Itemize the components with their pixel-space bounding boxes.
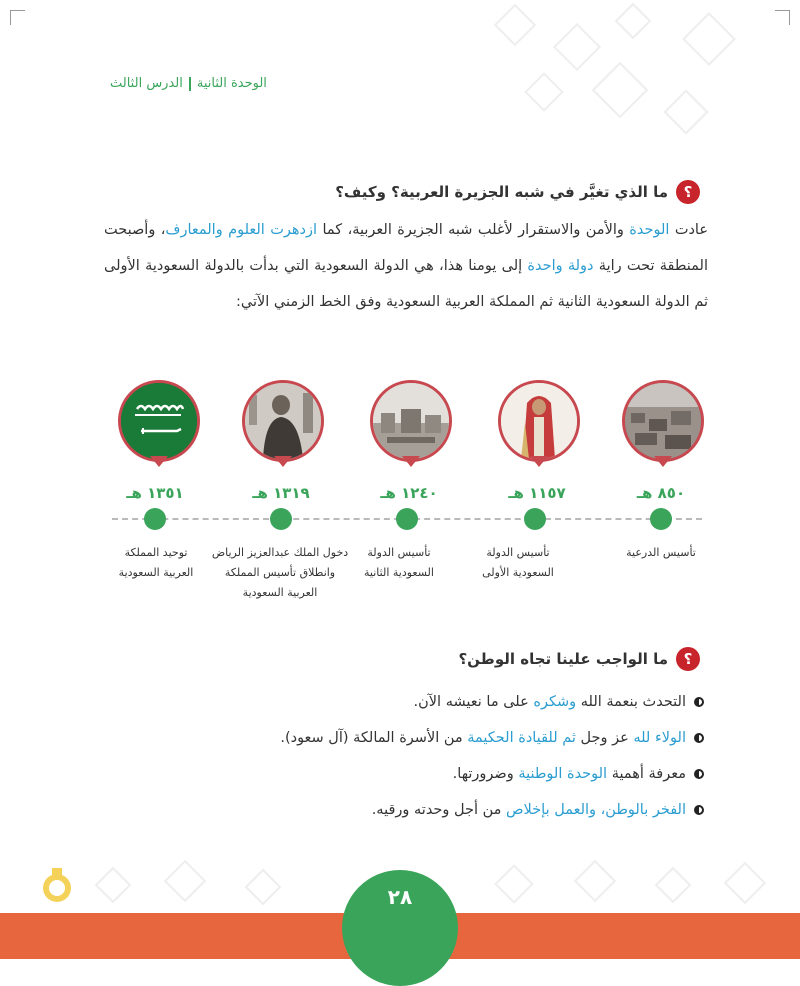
- list-item: [104, 720, 704, 756]
- paragraph-text: ، وأصبحت المنطقة تحت راية: [104, 222, 708, 274]
- decor-diamond: [724, 862, 766, 904]
- town-photo-icon: [625, 383, 701, 459]
- decor-diamond: [245, 869, 282, 906]
- portrait-icon: [245, 383, 321, 459]
- pin-tip: [402, 456, 420, 467]
- timeline-label: تأسيس الدرعية: [626, 546, 696, 559]
- paragraph-text: عادت: [669, 222, 708, 238]
- timeline-year: ١٣٥١ هـ: [126, 484, 184, 502]
- list-text: على ما نعيشه الآن.: [413, 694, 534, 710]
- pin-tip: [274, 456, 292, 467]
- bullet-icon: [694, 733, 704, 743]
- timeline-dot: [144, 508, 166, 530]
- old-town-image: [370, 380, 450, 470]
- saudi-flag-image: [118, 380, 198, 470]
- timeline-dot: [396, 508, 418, 530]
- pin-tip: [530, 456, 548, 467]
- highlight-term: الولاء لله: [633, 730, 686, 746]
- diriyah-town-image: [622, 380, 702, 470]
- timeline-label: تأسيس الدولة السعودية الأولى: [482, 546, 554, 579]
- crop-mark: [775, 10, 790, 25]
- highlight-term: ثم للقيادة الحكيمة: [467, 730, 576, 746]
- timeline-year: ١٣١٩ هـ: [252, 484, 310, 502]
- timeline-label: تأسيس الدولة السعودية الثانية: [364, 546, 434, 579]
- decor-diamond: [655, 867, 692, 904]
- decor-diamond: [494, 4, 536, 46]
- question-icon: ؟: [676, 180, 700, 204]
- bullet-icon: [694, 697, 704, 707]
- lesson-title: الدرس الثالث: [110, 76, 183, 91]
- decor-diamond: [164, 860, 206, 902]
- highlight-term: دولة واحدة: [527, 258, 594, 274]
- decor-diamond: [574, 860, 616, 902]
- publisher-logo-icon: [40, 866, 74, 906]
- decor-diamond: [592, 62, 649, 119]
- list-text: من أجل وحدته ورقيه.: [371, 802, 506, 818]
- timeline-year: ١١٥٧ هـ: [508, 484, 566, 502]
- portrait-icon: [501, 383, 577, 459]
- list-text: التحدث بنعمة الله: [576, 694, 686, 710]
- question-text: ما الواجب علينا تجاه الوطن؟: [458, 650, 668, 668]
- decor-diamond: [663, 89, 708, 134]
- list-item: [104, 684, 704, 720]
- question-icon: ؟: [676, 647, 700, 671]
- bullet-icon: [694, 805, 704, 815]
- pin-tip: [150, 456, 168, 467]
- highlight-term: وشكره: [533, 694, 577, 710]
- saudi-man-portrait-image: [498, 380, 578, 470]
- unit-title: الوحدة الثانية: [196, 76, 267, 91]
- king-abdulaziz-image: [242, 380, 322, 470]
- paragraph-text: إلى يومنا هذا، هي الدولة السعودية التي بدأت بالدولة السعودية الأولى ثم الدولة السعودية الثانية ثم المملكة العربية السعودية وفق الخط الزمني الآتي:: [104, 258, 708, 310]
- list-text: عز وجل: [575, 730, 634, 746]
- paragraph-text: والأمن والاستقرار لأغلب شبه الجزيرة العربية، كما: [317, 222, 630, 238]
- timeline-dot: [270, 508, 292, 530]
- header-separator: [189, 77, 191, 91]
- highlight-term: الفخر بالوطن، والعمل بإخلاص: [506, 802, 686, 818]
- timeline-label: توحيد المملكة العربية السعودية: [118, 546, 194, 579]
- highlight-term: الوحدة: [629, 222, 670, 238]
- page-number: ٢٨: [387, 885, 413, 909]
- timeline-dot: [650, 508, 672, 530]
- town-photo-icon: [373, 383, 449, 459]
- highlight-term: ازدهرت العلوم والمعارف: [165, 222, 318, 238]
- list-text: من الأسرة المالكة (آل سعود).: [280, 730, 468, 746]
- timeline-year: ١٢٤٠ هـ: [380, 484, 438, 502]
- page-header: [110, 76, 267, 91]
- flag-icon: [121, 383, 197, 459]
- timeline-year: ٨٥٠ هـ: [636, 484, 686, 502]
- intro-paragraph: [104, 212, 708, 320]
- list-text: معرفة أهمية: [607, 766, 686, 782]
- list-item: [104, 792, 704, 828]
- question-text: ما الذي تغيَّر في شبه الجزيرة العربية؟ وكيف؟: [335, 183, 668, 201]
- timeline-dot: [524, 508, 546, 530]
- crop-mark: [10, 10, 25, 25]
- list-item: [104, 756, 704, 792]
- decor-diamond: [682, 12, 736, 66]
- decor-diamond: [494, 864, 534, 904]
- question-heading-1: [335, 180, 700, 204]
- question-heading-2: [458, 647, 700, 671]
- decor-diamond: [615, 3, 652, 40]
- pin-tip: [654, 456, 672, 467]
- timeline-label: دخول الملك عبدالعزيز الرياض وانطلاق تأسيس المملكة العربية السعودية: [211, 546, 349, 599]
- duties-list: [104, 684, 704, 828]
- decor-diamond: [553, 23, 601, 71]
- bullet-icon: [694, 769, 704, 779]
- highlight-term: الوحدة الوطنية: [518, 766, 608, 782]
- decor-diamond: [524, 72, 564, 112]
- decor-diamond: [95, 867, 132, 904]
- list-text: وضرورتها.: [452, 766, 519, 782]
